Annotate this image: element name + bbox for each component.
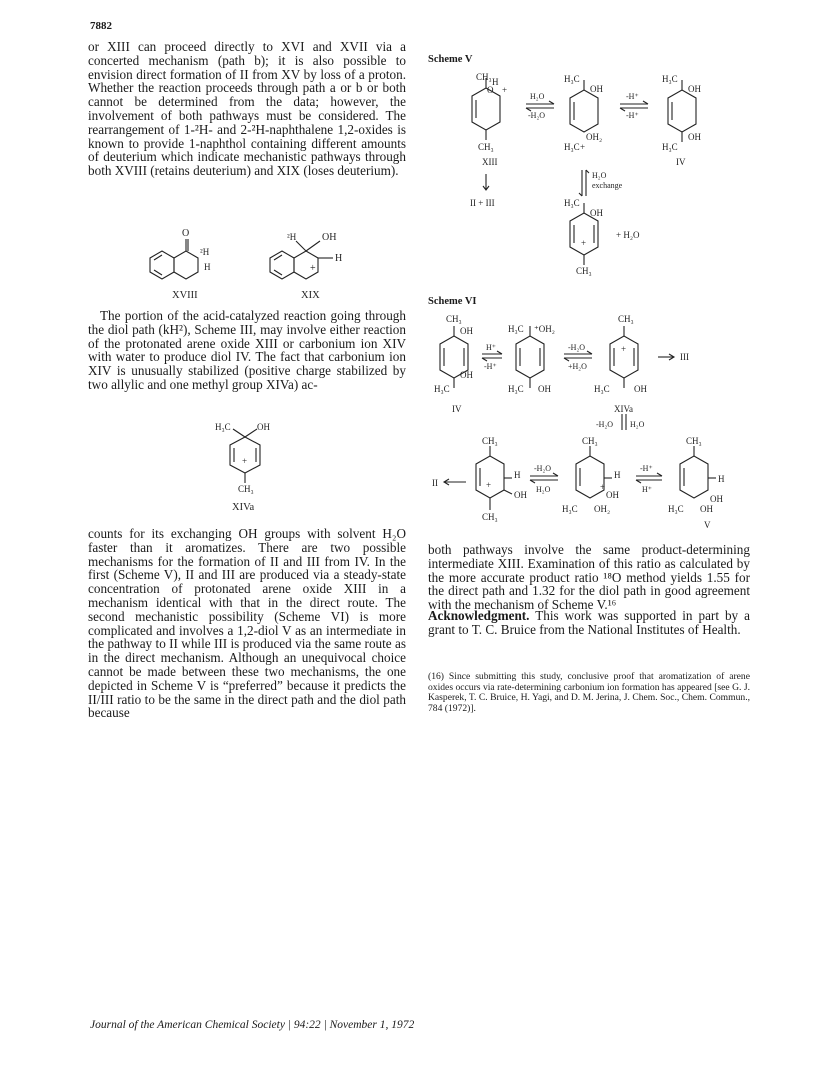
svg-text:exchange: exchange: [592, 181, 623, 190]
ack-text: This work was supported in part by a grant to T. C. Bruice from the National Institutes of Health.: [428, 608, 750, 637]
svg-text:OH: OH: [710, 494, 723, 504]
svg-text:H₂O: H₂O: [630, 420, 645, 429]
svg-text:+H₂O: +H₂O: [568, 362, 587, 371]
svg-text:H₃C: H₃C: [662, 142, 678, 152]
svg-text:H₃C: H₃C: [508, 324, 524, 334]
svg-text:OH: OH: [634, 384, 647, 394]
xiva-structure: [205, 420, 285, 500]
svg-text:IV: IV: [452, 404, 462, 414]
svg-text:+: +: [502, 85, 508, 95]
svg-text:OH: OH: [700, 504, 713, 514]
svg-text:O: O: [182, 228, 190, 239]
svg-text:CH₃: CH₃: [446, 314, 462, 324]
svg-text:H₃C: H₃C: [564, 198, 580, 208]
scheme-v-title: Scheme V: [428, 54, 473, 65]
svg-text:H: H: [492, 77, 499, 87]
ack-heading: Acknowledgment.: [428, 608, 530, 623]
svg-text:+: +: [621, 344, 627, 354]
footnote-16: (16) Since submitting this study, conclusive proof that aromatization of arene oxides occurs via rate-determining carbonium ion formation has appeared [see G. J. Kasperek, T. C. Bruice, H. Yagi, and D. M. Jerina, J. Chem. Soc., Chem. Commun., 784 (1972)].: [428, 671, 750, 714]
svg-text:OH: OH: [688, 84, 701, 94]
svg-text:CH₃: CH₃: [476, 72, 492, 82]
svg-text:+: +: [600, 482, 606, 492]
svg-text:⁺OH₂: ⁺OH₂: [534, 324, 555, 334]
svg-text:II + III: II + III: [470, 198, 495, 208]
left-paragraph-1: or XIII can proceed directly to XVI and XVII via a concerted mechanism (path b); it is also possible to envision direct formation of II from XV by loss of a proton. Whether the reaction proceeds through path a or b or both cannot be determined from the data; however, the involvement of both pathways must be considered. The rearrangement of 1-²H- and 2-²H-naphthalene 1,2-oxides is known to provide 1-naphthol containing different amounts of deuterium which indicate mechanistic pathways through both XVIII (retains deuterium) and XIX (loses deuterium).: [88, 39, 406, 179]
svg-text:CH₃: CH₃: [478, 142, 494, 152]
svg-text:+ H₂O: + H₂O: [616, 230, 640, 240]
svg-text:V: V: [704, 520, 711, 530]
svg-text:H: H: [514, 470, 521, 480]
left-paragraph-3: counts for its exchanging OH groups with solvent H₂O faster than it aromatizes. There are two possible mechanisms for the formation of II and III from IV. In the first (Scheme V), II and III are produced via a steady-state concentration of protonated arene oxide XIII in a mechanism identical with that in the direct route. The second mechanistic possibility (Scheme VI) is more complicated and involves a 1,2-diol V as an intermediate in the pathway to II while III is produced via the same route as in the direct mechanism. Although an unequivocal choice cannot be made between these two mechanisms, the one depicted in Scheme V is “preferred” because it predicts the II/III ratio to be the same in the direct path and the diol path because: [88, 526, 406, 721]
svg-text:OH: OH: [257, 422, 270, 432]
svg-text:H₂O: H₂O: [592, 171, 607, 180]
svg-text:CH₃: CH₃: [238, 484, 254, 494]
scheme-v-diagram: [430, 66, 730, 296]
scheme-vi-diagram: [430, 306, 730, 536]
svg-text:OH₂: OH₂: [594, 504, 611, 514]
svg-text:OH: OH: [322, 232, 337, 243]
svg-text:CH₃: CH₃: [576, 266, 592, 276]
svg-text:H₃C: H₃C: [508, 384, 524, 394]
svg-text:H: H: [718, 474, 725, 484]
svg-text:H: H: [335, 253, 343, 264]
label-xix: XIX: [301, 290, 320, 301]
svg-text:CH₃: CH₃: [618, 314, 634, 324]
svg-text:OH: OH: [514, 490, 527, 500]
svg-text:OH: OH: [590, 84, 603, 94]
svg-text:H₃C: H₃C: [564, 142, 580, 152]
svg-text:-H₂O: -H₂O: [534, 464, 552, 473]
svg-text:H₃C: H₃C: [562, 504, 578, 514]
svg-text:OH₂: OH₂: [586, 132, 603, 142]
label-xiva-left: XIVa: [232, 502, 255, 513]
svg-text:H₃C: H₃C: [668, 504, 684, 514]
svg-text:-H⁺: -H⁺: [626, 92, 639, 101]
svg-text:²H: ²H: [287, 232, 297, 242]
svg-text:H₃C: H₃C: [434, 384, 450, 394]
svg-text:-H⁺: -H⁺: [640, 464, 653, 473]
svg-text:+: +: [310, 263, 316, 274]
svg-text:-H⁺: -H⁺: [484, 362, 497, 371]
journal-footer: Journal of the American Chemical Society | 94:22 | November 1, 1972: [90, 1019, 415, 1031]
svg-text:H: H: [614, 470, 621, 480]
svg-text:CH₃: CH₃: [686, 436, 702, 446]
acknowledgment: [428, 609, 750, 637]
scheme-vi-title: Scheme VI: [428, 296, 477, 307]
svg-text:XIII: XIII: [482, 157, 498, 167]
svg-text:+: +: [581, 238, 587, 248]
right-paragraph-1: both pathways involve the same product-determining intermediate XIII. Examination of this ratio as calculated by the more accurate product ratio ¹⁸O method yields 1.55 for the direct path and 1.32 for the diol path in good agreement with the mechanism of Scheme V.¹⁶: [428, 542, 750, 613]
svg-text:H₂O: H₂O: [530, 92, 545, 101]
svg-text:CH₃: CH₃: [582, 436, 598, 446]
svg-text:III: III: [680, 352, 689, 362]
svg-text:H⁺: H⁺: [486, 343, 496, 352]
svg-text:H₂O: H₂O: [536, 485, 551, 494]
left-paragraph-2: The portion of the acid-catalyzed reaction going through the diol path (kH²), Scheme III, may involve either reaction of the protonated arene oxide XIII or carbonium ion XIV with water to produce diol IV. The fact that carbonium ion XIV is unusually stabilized (positive charge stabilized by two allylic and one methyl group XIVa) ac-: [88, 308, 406, 392]
naphthalene-structures-figure: [130, 225, 370, 300]
svg-text:H₃C: H₃C: [215, 422, 231, 432]
page-number: 7882: [90, 20, 112, 32]
svg-text:OH: OH: [606, 490, 619, 500]
svg-text:-H₂O: -H₂O: [596, 420, 614, 429]
svg-text:OH: OH: [460, 370, 473, 380]
svg-text:H: H: [204, 262, 211, 272]
svg-text:OH: OH: [538, 384, 551, 394]
svg-text:-H⁺: -H⁺: [626, 111, 639, 120]
svg-text:+: +: [486, 480, 492, 490]
svg-text:+: +: [242, 456, 248, 466]
svg-text:H₃C: H₃C: [564, 74, 580, 84]
svg-text:CH₃: CH₃: [482, 512, 498, 522]
svg-text:XIVa: XIVa: [614, 404, 633, 414]
svg-text:H₃C: H₃C: [662, 74, 678, 84]
svg-text:OH: OH: [590, 208, 603, 218]
label-xviii: XVIII: [172, 290, 198, 301]
svg-text:-H₂O: -H₂O: [568, 343, 586, 352]
svg-text:II: II: [432, 478, 438, 488]
svg-text:+: +: [580, 142, 586, 152]
svg-text:O: O: [487, 85, 494, 95]
svg-text:H⁺: H⁺: [642, 485, 652, 494]
svg-text:H₃C: H₃C: [594, 384, 610, 394]
svg-text:OH: OH: [688, 132, 701, 142]
svg-text:OH: OH: [460, 326, 473, 336]
svg-text:²H: ²H: [200, 247, 210, 257]
svg-text:IV: IV: [676, 157, 686, 167]
svg-text:-H₂O: -H₂O: [528, 111, 546, 120]
svg-text:CH₃: CH₃: [482, 436, 498, 446]
